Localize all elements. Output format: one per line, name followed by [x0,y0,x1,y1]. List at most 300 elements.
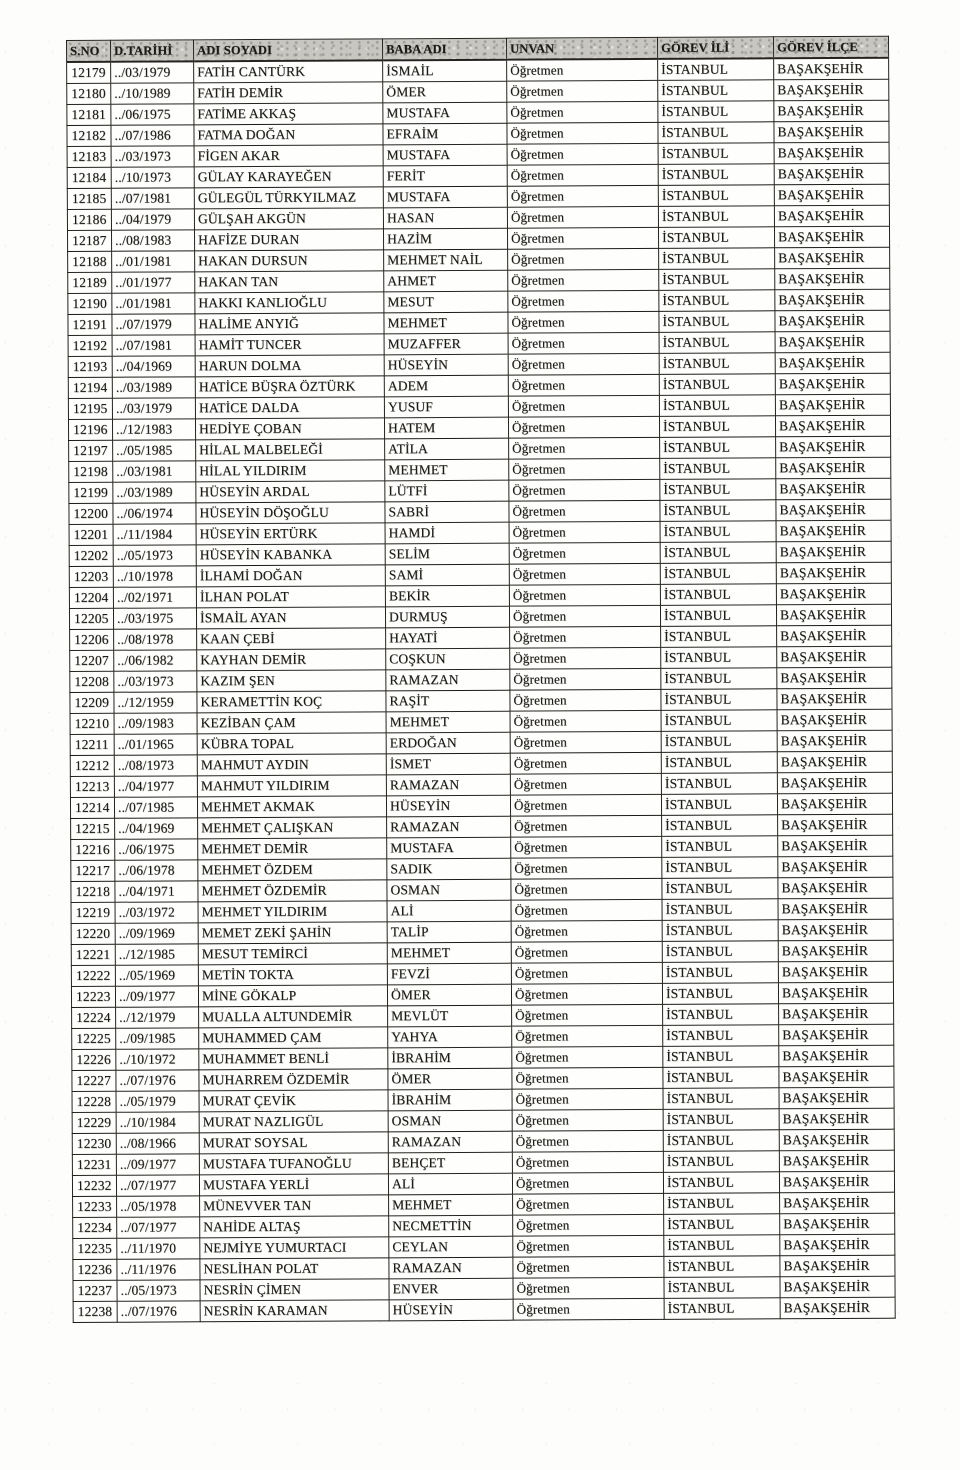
title-cell: Öğretmen [511,815,662,837]
province-cell: İSTANBUL [659,416,775,438]
province-cell: İSTANBUL [659,290,775,312]
father-name-cell: MEHMET [385,459,509,481]
title-cell: Öğretmen [511,983,662,1005]
sno-cell: 12217 [71,860,115,881]
district-cell: BAŞAKŞEHİR [776,478,891,500]
name-cell: METİN TOKTA [198,964,387,986]
column-header-birthdate: D.TARİHİ [111,40,194,62]
province-cell: İSTANBUL [663,1067,779,1089]
father-name-cell: DURMUŞ [385,606,509,628]
sno-cell: 12183 [67,146,111,167]
father-name-cell: ALİ [388,1173,512,1195]
province-cell: İSTANBUL [658,143,774,165]
district-cell: BAŞAKŞEHİR [777,625,892,647]
father-name-cell: ÖMER [388,1068,512,1090]
province-cell: İSTANBUL [664,1277,780,1299]
title-cell: Öğretmen [512,1172,663,1194]
name-cell: MUALLA ALTUNDEMİR [199,1006,388,1028]
district-cell: BAŞAKŞEHİR [776,457,891,479]
province-cell: İSTANBUL [659,374,775,396]
sno-cell: 12211 [70,734,114,755]
sno-cell: 12233 [73,1196,117,1217]
sno-cell: 12202 [69,545,113,566]
title-cell: Öğretmen [510,710,661,732]
district-cell: BAŞAKŞEHİR [779,1066,894,1088]
name-cell: NAHİDE ALTAŞ [200,1216,389,1238]
birthdate-cell: ../03/1973 [111,146,194,167]
province-cell: İSTANBUL [660,542,776,564]
father-name-cell: NECMETTİN [389,1215,513,1237]
province-cell: İSTANBUL [660,605,776,627]
birthdate-cell: ../12/1983 [112,419,195,440]
name-cell: GÜLEGÜL TÜRKYILMAZ [194,187,383,209]
name-cell: KERAMETTİN KOÇ [197,691,386,713]
district-cell: BAŞAKŞEHİR [778,814,893,836]
sno-cell: 12222 [71,965,115,986]
father-name-cell: SADIK [387,858,511,880]
district-cell: BAŞAKŞEHİR [779,1045,894,1067]
title-cell: Öğretmen [513,1298,664,1320]
father-name-cell: RAMAZAN [386,669,510,691]
birthdate-cell: ../09/1985 [116,1028,199,1049]
sno-cell: 12228 [72,1091,116,1112]
sno-cell: 12204 [69,587,113,608]
name-cell: KAZIM ŞEN [197,670,386,692]
district-cell: BAŞAKŞEHİR [776,562,891,584]
birthdate-cell: ../03/1973 [114,671,197,692]
district-cell: BAŞAKŞEHİR [778,982,893,1004]
birthdate-cell: ../10/1984 [116,1112,199,1133]
title-cell: Öğretmen [513,1256,664,1278]
title-cell: Öğretmen [508,269,659,291]
district-cell: BAŞAKŞEHİR [775,289,890,311]
province-cell: İSTANBUL [659,395,775,417]
sno-cell: 12190 [68,293,112,314]
name-cell: HAKAN TAN [195,271,384,293]
title-cell: Öğretmen [513,1214,664,1236]
sno-cell: 12236 [73,1259,117,1280]
birthdate-cell: ../05/1985 [113,440,196,461]
title-cell: Öğretmen [511,920,662,942]
table-row [73,1297,895,1322]
column-header-duty-district: GÖREV İLÇE [773,36,888,58]
title-cell: Öğretmen [507,59,658,81]
province-cell: İSTANBUL [663,1172,779,1194]
name-cell: HAMİT TUNCER [195,334,384,356]
sno-cell: 12192 [68,335,112,356]
sno-cell: 12223 [71,986,115,1007]
district-cell: BAŞAKŞEHİR [775,415,890,437]
district-cell: BAŞAKŞEHİR [777,646,892,668]
name-cell: MUHARREM ÖZDEMİR [199,1069,388,1091]
province-cell: İSTANBUL [658,164,774,186]
district-cell: BAŞAKŞEHİR [774,79,889,101]
father-name-cell: CEYLAN [389,1236,513,1258]
father-name-cell: EFRAİM [383,123,507,145]
district-cell: BAŞAKŞEHİR [779,1024,894,1046]
district-cell: BAŞAKŞEHİR [779,1108,894,1130]
table-body [67,58,896,1323]
province-cell: İSTANBUL [658,185,774,207]
name-cell: MESUT TEMİRCİ [198,943,387,965]
birthdate-cell: ../06/1974 [113,503,196,524]
name-cell: MEHMET YILDIRIM [198,901,387,923]
birthdate-cell: ../04/1969 [112,356,195,377]
sno-cell: 12198 [69,461,113,482]
province-cell: İSTANBUL [662,920,778,942]
province-cell: İSTANBUL [658,58,774,80]
district-cell: BAŞAKŞEHİR [774,163,889,185]
sno-cell: 12205 [69,608,113,629]
district-cell: BAŞAKŞEHİR [774,58,889,80]
province-cell: İSTANBUL [663,1088,779,1110]
birthdate-cell: ../06/1982 [114,650,197,671]
sno-cell: 12196 [68,419,112,440]
sno-cell: 12200 [69,503,113,524]
title-cell: Öğretmen [507,143,658,165]
birthdate-cell: ../08/1978 [114,629,197,650]
name-cell: KÜBRA TOPAL [197,733,386,755]
sno-cell: 12186 [67,209,111,230]
title-cell: Öğretmen [509,563,660,585]
sno-cell: 12213 [70,776,114,797]
province-cell: İSTANBUL [663,1109,779,1131]
sno-cell: 12187 [67,230,111,251]
birthdate-cell: ../02/1971 [113,587,196,608]
district-cell: BAŞAKŞEHİR [774,142,889,164]
father-name-cell: MEHMET [386,711,510,733]
title-cell: Öğretmen [509,479,660,501]
district-cell: BAŞAKŞEHİR [775,373,890,395]
province-cell: İSTANBUL [661,689,777,711]
province-cell: İSTANBUL [658,122,774,144]
province-cell: İSTANBUL [664,1256,780,1278]
father-name-cell: RAMAZAN [386,774,510,796]
column-header-sno: S.NO [67,40,111,62]
province-cell: İSTANBUL [661,773,777,795]
name-cell: HAFİZE DURAN [194,229,383,251]
birthdate-cell: ../03/1989 [112,377,195,398]
birthdate-cell: ../10/1978 [113,566,196,587]
father-name-cell: RAMAZAN [387,816,511,838]
district-cell: BAŞAKŞEHİR [780,1234,895,1256]
father-name-cell: AHMET [384,270,508,292]
personnel-list-table [66,36,896,1323]
sno-cell: 12180 [67,83,111,104]
province-cell: İSTANBUL [661,794,777,816]
province-cell: İSTANBUL [662,836,778,858]
father-name-cell: MEHMET [387,942,511,964]
province-cell: İSTANBUL [662,857,778,879]
title-cell: Öğretmen [508,395,659,417]
district-cell: BAŞAKŞEHİR [779,1087,894,1109]
title-cell: Öğretmen [513,1193,664,1215]
title-cell: Öğretmen [507,122,658,144]
father-name-cell: SABRİ [385,501,509,523]
birthdate-cell: ../04/1969 [115,818,198,839]
name-cell: KAYHAN DEMİR [197,649,386,671]
province-cell: İSTANBUL [661,731,777,753]
title-cell: Öğretmen [507,185,658,207]
title-cell: Öğretmen [510,731,661,753]
father-name-cell: YUSUF [384,396,508,418]
title-cell: Öğretmen [512,1088,663,1110]
name-cell: MURAT NAZLIGÜL [199,1111,388,1133]
birthdate-cell: ../08/1973 [114,755,197,776]
name-cell: FATİME AKKAŞ [194,103,383,125]
title-cell: Öğretmen [509,437,660,459]
title-cell: Öğretmen [509,500,660,522]
province-cell: İSTANBUL [661,647,777,669]
district-cell: BAŞAKŞEHİR [780,1255,895,1277]
province-cell: İSTANBUL [660,479,776,501]
district-cell: BAŞAKŞEHİR [776,604,891,626]
name-cell: MEHMET DEMİR [198,838,387,860]
sno-cell: 12219 [71,902,115,923]
title-cell: Öğretmen [510,689,661,711]
father-name-cell: TALİP [387,921,511,943]
father-name-cell: MUZAFFER [384,333,508,355]
sno-cell: 12221 [71,944,115,965]
sno-cell: 12209 [70,692,114,713]
title-cell: Öğretmen [509,584,660,606]
district-cell: BAŞAKŞEHİR [777,709,892,731]
father-name-cell: BEKİR [385,585,509,607]
birthdate-cell: ../11/1976 [117,1259,200,1280]
birthdate-cell: ../08/1966 [116,1133,199,1154]
district-cell: BAŞAKŞEHİR [777,688,892,710]
sno-cell: 12234 [73,1217,117,1238]
title-cell: Öğretmen [508,374,659,396]
name-cell: HÜSEYİN DÖŞOĞLU [196,502,385,524]
province-cell: İSTANBUL [663,1130,779,1152]
district-cell: BAŞAKŞEHİR [779,1150,894,1172]
birthdate-cell: ../09/1977 [115,986,198,1007]
father-name-cell: MUSTAFA [387,837,511,859]
district-cell: BAŞAKŞEHİR [775,310,890,332]
province-cell: İSTANBUL [658,227,774,249]
name-cell: MUSTAFA YERLİ [199,1174,388,1196]
father-name-cell: RAMAZAN [388,1131,512,1153]
title-cell: Öğretmen [509,521,660,543]
birthdate-cell: ../03/1981 [113,461,196,482]
name-cell: HAKKI KANLIOĞLU [195,292,384,314]
title-cell: Öğretmen [511,836,662,858]
province-cell: İSTANBUL [658,101,774,123]
birthdate-cell: ../07/1977 [116,1175,199,1196]
sno-cell: 12208 [70,671,114,692]
sno-cell: 12210 [70,713,114,734]
sno-cell: 12197 [69,440,113,461]
father-name-cell: HATEM [384,417,508,439]
birthdate-cell: ../03/1972 [115,902,198,923]
province-cell: İSTANBUL [660,584,776,606]
name-cell: HALİME ANYIĞ [195,313,384,335]
name-cell: MİNE GÖKALP [198,985,387,1007]
sno-cell: 12195 [68,398,112,419]
name-cell: HİLAL MALBELEĞİ [196,439,385,461]
title-cell: Öğretmen [512,1130,663,1152]
birthdate-cell: ../07/1981 [111,188,194,209]
birthdate-cell: ../06/1978 [115,860,198,881]
name-cell: MEHMET ÖZDEM [198,859,387,881]
birthdate-cell: ../07/1977 [117,1217,200,1238]
name-cell: KAAN ÇEBİ [197,628,386,650]
birthdate-cell: ../03/1979 [112,398,195,419]
birthdate-cell: ../10/1972 [116,1049,199,1070]
birthdate-cell: ../05/1973 [117,1280,200,1301]
father-name-cell: HÜSEYİN [384,354,508,376]
district-cell: BAŞAKŞEHİR [780,1192,895,1214]
province-cell: İSTANBUL [660,521,776,543]
father-name-cell: ATİLA [385,438,509,460]
father-name-cell: İSMAİL [383,60,507,82]
sno-cell: 12235 [73,1238,117,1259]
name-cell: KEZİBAN ÇAM [197,712,386,734]
birthdate-cell: ../07/1986 [111,125,194,146]
province-cell: İSTANBUL [663,1004,779,1026]
father-name-cell: OSMAN [388,1110,512,1132]
column-header-father-name: BABA ADI [382,38,506,60]
birthdate-cell: ../07/1976 [116,1070,199,1091]
father-name-cell: RAŞİT [386,690,510,712]
name-cell: MUHAMMED ÇAM [199,1027,388,1049]
father-name-cell: ÖMER [383,81,507,103]
title-cell: Öğretmen [512,1025,663,1047]
name-cell: HARUN DOLMA [195,355,384,377]
sno-cell: 12193 [68,356,112,377]
father-name-cell: BEHÇET [388,1152,512,1174]
column-header-duty-province: GÖREV İLİ [657,37,773,59]
province-cell: İSTANBUL [661,668,777,690]
father-name-cell: HÜSEYİN [386,795,510,817]
title-cell: Öğretmen [509,605,660,627]
name-cell: NESLİHAN POLAT [200,1258,389,1280]
sno-cell: 12203 [69,566,113,587]
birthdate-cell: ../05/1978 [117,1196,200,1217]
sno-cell: 12212 [70,755,114,776]
sno-cell: 12216 [71,839,115,860]
name-cell: MUHAMMET BENLİ [199,1048,388,1070]
province-cell: İSTANBUL [659,311,775,333]
father-name-cell: YAHYA [388,1026,512,1048]
birthdate-cell: ../05/1973 [113,545,196,566]
district-cell: BAŞAKŞEHİR [780,1276,895,1298]
father-name-cell: MESUT [384,291,508,313]
district-cell: BAŞAKŞEHİR [778,898,893,920]
district-cell: BAŞAKŞEHİR [775,247,890,269]
sno-cell: 12238 [73,1301,117,1322]
title-cell: Öğretmen [510,794,661,816]
father-name-cell: SELİM [385,543,509,565]
district-cell: BAŞAKŞEHİR [777,751,892,773]
father-name-cell: OSMAN [387,879,511,901]
father-name-cell: RAMAZAN [389,1257,513,1279]
name-cell: MUSTAFA TUFANOĞLU [199,1153,388,1175]
province-cell: İSTANBUL [660,458,776,480]
father-name-cell: MUSTAFA [383,102,507,124]
title-cell: Öğretmen [511,962,662,984]
father-name-cell: FERİT [383,165,507,187]
sno-cell: 12189 [68,272,112,293]
province-cell: İSTANBUL [660,437,776,459]
name-cell: MEHMET ÇALIŞKAN [198,817,387,839]
province-cell: İSTANBUL [664,1235,780,1257]
birthdate-cell: ../07/1981 [112,335,195,356]
father-name-cell: FEVZİ [387,963,511,985]
name-cell: FİGEN AKAR [194,145,383,167]
province-cell: İSTANBUL [659,332,775,354]
district-cell: BAŞAKŞEHİR [780,1297,895,1319]
birthdate-cell: ../12/1959 [114,692,197,713]
title-cell: Öğretmen [509,542,660,564]
province-cell: İSTANBUL [664,1214,780,1236]
title-cell: Öğretmen [509,458,660,480]
district-cell: BAŞAKŞEHİR [776,520,891,542]
sno-cell: 12232 [72,1175,116,1196]
column-header-title: UNVAN [506,37,657,59]
title-cell: Öğretmen [508,290,659,312]
father-name-cell: MUSTAFA [383,144,507,166]
sno-cell: 12215 [71,818,115,839]
sno-cell: 12181 [67,104,111,125]
title-cell: Öğretmen [508,416,659,438]
district-cell: BAŞAKŞEHİR [780,1213,895,1235]
district-cell: BAŞAKŞEHİR [779,1171,894,1193]
birthdate-cell: ../04/1979 [111,209,194,230]
name-cell: HİLAL YILDIRIM [196,460,385,482]
name-cell: FATİH CANTÜRK [194,60,383,82]
father-name-cell: MEVLÜT [388,1005,512,1027]
name-cell: HAKAN DURSUN [195,250,384,272]
title-cell: Öğretmen [513,1277,664,1299]
father-name-cell: HÜSEYİN [389,1299,513,1321]
father-name-cell: ENVER [389,1278,513,1300]
father-name-cell: HAYATİ [386,627,510,649]
province-cell: İSTANBUL [661,752,777,774]
province-cell: İSTANBUL [660,500,776,522]
province-cell: İSTANBUL [662,815,778,837]
birthdate-cell: ../11/1984 [113,524,196,545]
father-name-cell: LÜTFİ [385,480,509,502]
province-cell: İSTANBUL [660,563,776,585]
province-cell: İSTANBUL [658,206,774,228]
title-cell: Öğretmen [508,332,659,354]
district-cell: BAŞAKŞEHİR [778,940,893,962]
province-cell: İSTANBUL [661,710,777,732]
column-header-name-surname: ADI SOYADI [194,39,383,61]
father-name-cell: ALİ [387,900,511,922]
district-cell: BAŞAKŞEHİR [779,1129,894,1151]
sno-cell: 12179 [67,62,111,84]
province-cell: İSTANBUL [663,1151,779,1173]
title-cell: Öğretmen [510,626,661,648]
district-cell: BAŞAKŞEHİR [776,436,891,458]
sno-cell: 12207 [70,650,114,671]
district-cell: BAŞAKŞEHİR [775,394,890,416]
birthdate-cell: ../08/1983 [111,230,194,251]
name-cell: HÜSEYİN KABANKA [196,544,385,566]
name-cell: HÜSEYİN ERTÜRK [196,523,385,545]
birthdate-cell: ../12/1979 [116,1007,199,1028]
birthdate-cell: ../06/1975 [115,839,198,860]
birthdate-cell: ../12/1985 [115,944,198,965]
title-cell: Öğretmen [510,668,661,690]
district-cell: BAŞAKŞEHİR [775,268,890,290]
province-cell: İSTANBUL [662,983,778,1005]
name-cell: HATİCE DALDA [195,397,384,419]
district-cell: BAŞAKŞEHİR [774,205,889,227]
